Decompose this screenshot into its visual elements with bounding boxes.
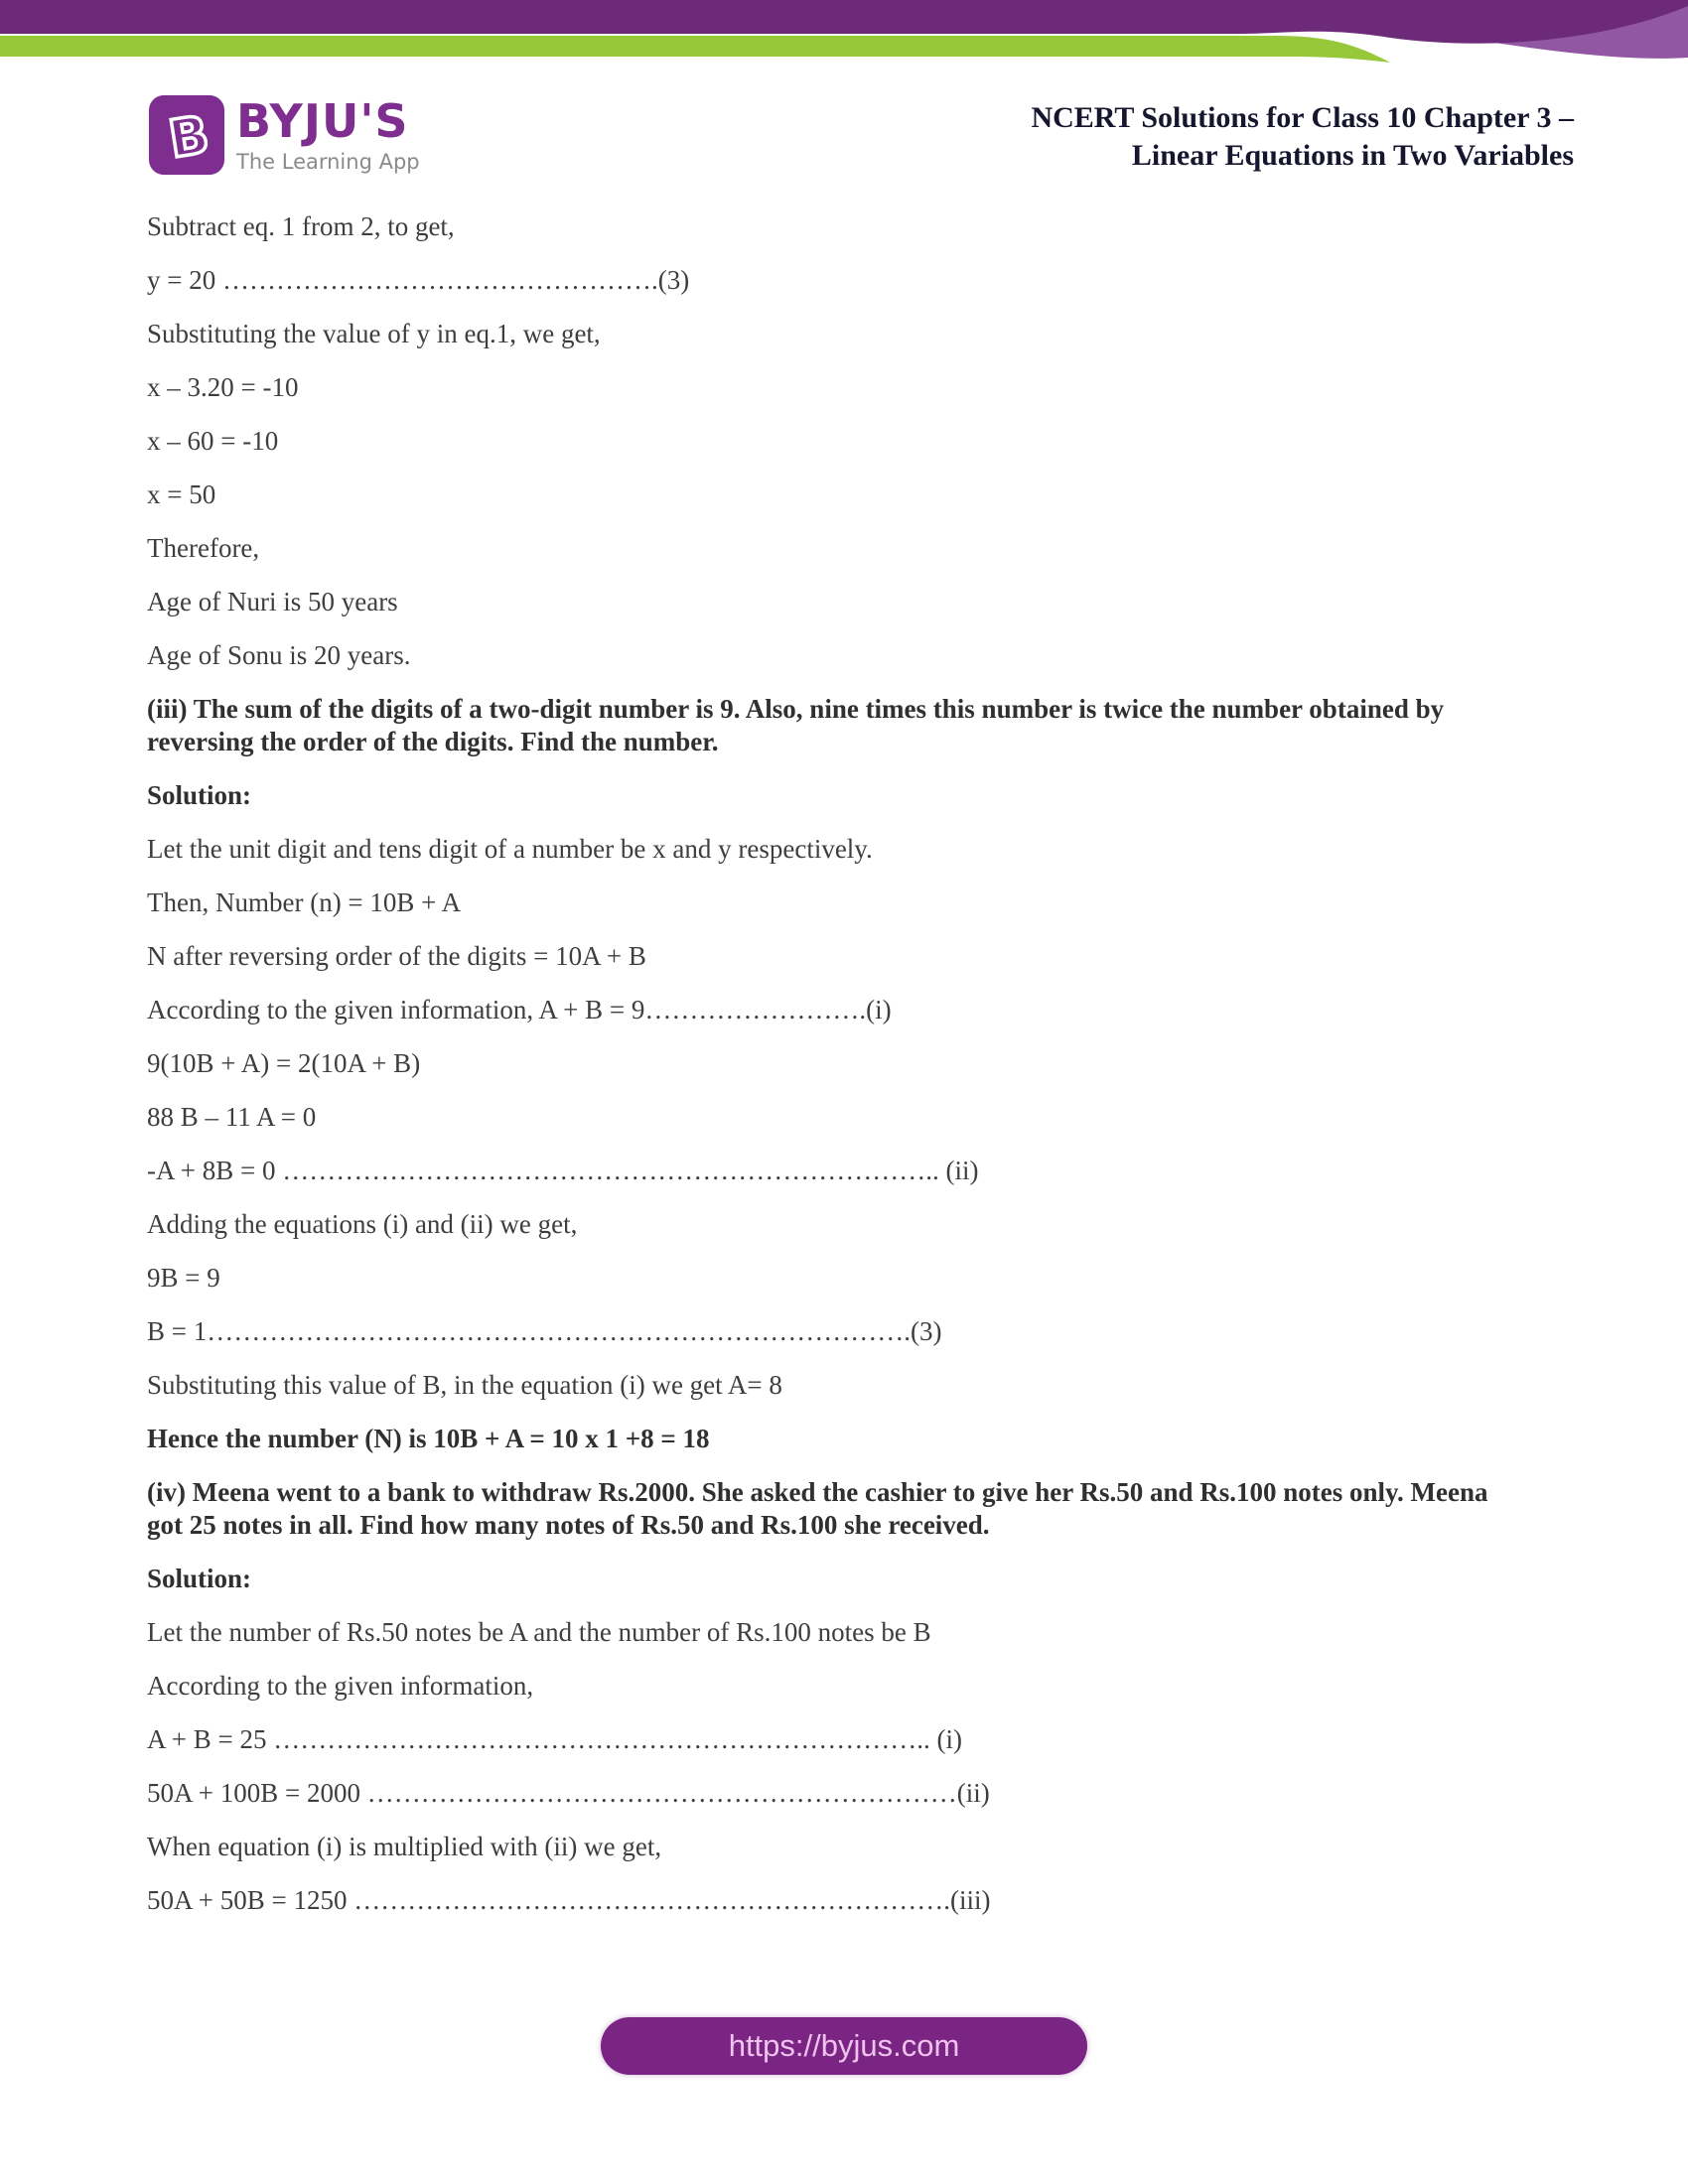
- equation-line: B = 1…………………………………………………………………….(3): [147, 1316, 942, 1346]
- byjus-tagline: The Learning App: [236, 150, 420, 174]
- text-line: When equation (i) is multiplied with (ii) we get,: [147, 1832, 662, 1861]
- byjus-url-label: https://byjus.com: [728, 2028, 960, 2063]
- byjus-url-button[interactable]: [601, 2017, 1087, 2075]
- text-line: Adding the equations (i) and (ii) we get,: [147, 1209, 578, 1239]
- text-line: Substituting the value of y in eq.1, we get,: [147, 319, 601, 348]
- byjus-b-icon: [149, 95, 224, 175]
- equation-line: 9B = 9: [147, 1263, 220, 1293]
- text-line: Let the number of Rs.50 notes be A and the number of Rs.100 notes be B: [147, 1617, 931, 1647]
- byjus-brand-name: BYJU'S: [236, 94, 409, 148]
- solution-heading: Solution:: [147, 780, 252, 810]
- question-iv: (iv) Meena went to a bank to withdraw Rs.2000. She asked the cashier to give her Rs.50 and Rs.100 notes only. Meena got 25 notes in all. Find how many notes of Rs.50 and Rs.100 she received.: [147, 1477, 1495, 1540]
- equation-line: N after reversing order of the digits = 10A + B: [147, 941, 646, 971]
- byjus-logo-text: [236, 95, 420, 175]
- equation-line: 9(10B + A) = 2(10A + B): [147, 1048, 421, 1078]
- equation-line: x = 50: [147, 479, 216, 509]
- page-title-line1: NCERT Solutions for Class 10 Chapter 3 –: [1031, 101, 1574, 134]
- equation-line: 88 B – 11 A = 0: [147, 1102, 317, 1132]
- page-title-line2: Linear Equations in Two Variables: [1131, 139, 1574, 172]
- text-line: Age of Nuri is 50 years: [147, 587, 398, 616]
- question-iii: (iii) The sum of the digits of a two-digit number is 9. Also, nine times this number is twice the number obtained by reversing the order of the digits. Find the number.: [147, 694, 1451, 756]
- equation-line: x – 60 = -10: [147, 426, 279, 456]
- equation-line: 50A + 100B = 2000 …………………………………………………………(ii): [147, 1778, 990, 1808]
- banner-green-band: [0, 36, 1390, 63]
- text-line: Therefore,: [147, 533, 260, 563]
- solution-heading: Solution:: [147, 1564, 252, 1593]
- equation-line: According to the given information, A + B = 9…………………….(i): [147, 995, 892, 1024]
- top-banner-graphic: [0, 0, 1688, 79]
- equation-line: y = 20 ………………………………………….(3): [147, 265, 690, 295]
- equation-line: -A + 8B = 0 ……………………………………………………………….. (ii): [147, 1156, 979, 1185]
- text-line: Subtract eq. 1 from 2, to get,: [147, 211, 455, 241]
- equation-line: A + B = 25 ……………………………………………………………….. (i): [147, 1724, 962, 1754]
- equation-line: x – 3.20 = -10: [147, 372, 299, 402]
- byjus-logo: [149, 95, 420, 175]
- equation-line: Then, Number (n) = 10B + A: [147, 887, 462, 917]
- document-body: [147, 210, 1529, 1938]
- svg-text:B: B: [164, 104, 213, 171]
- text-line: According to the given information,: [147, 1671, 534, 1701]
- page-header: [149, 95, 1574, 205]
- text-line: Let the unit digit and tens digit of a number be x and y respectively.: [147, 834, 873, 864]
- result-line: Hence the number (N) is 10B + A = 10 x 1 +8 = 18: [147, 1424, 710, 1453]
- equation-line: 50A + 50B = 1250 ………………………………………………………….(iii): [147, 1885, 991, 1915]
- text-line: Substituting this value of B, in the equation (i) we get A= 8: [147, 1370, 782, 1400]
- page-title: [819, 99, 1574, 175]
- text-line: Age of Sonu is 20 years.: [147, 640, 411, 670]
